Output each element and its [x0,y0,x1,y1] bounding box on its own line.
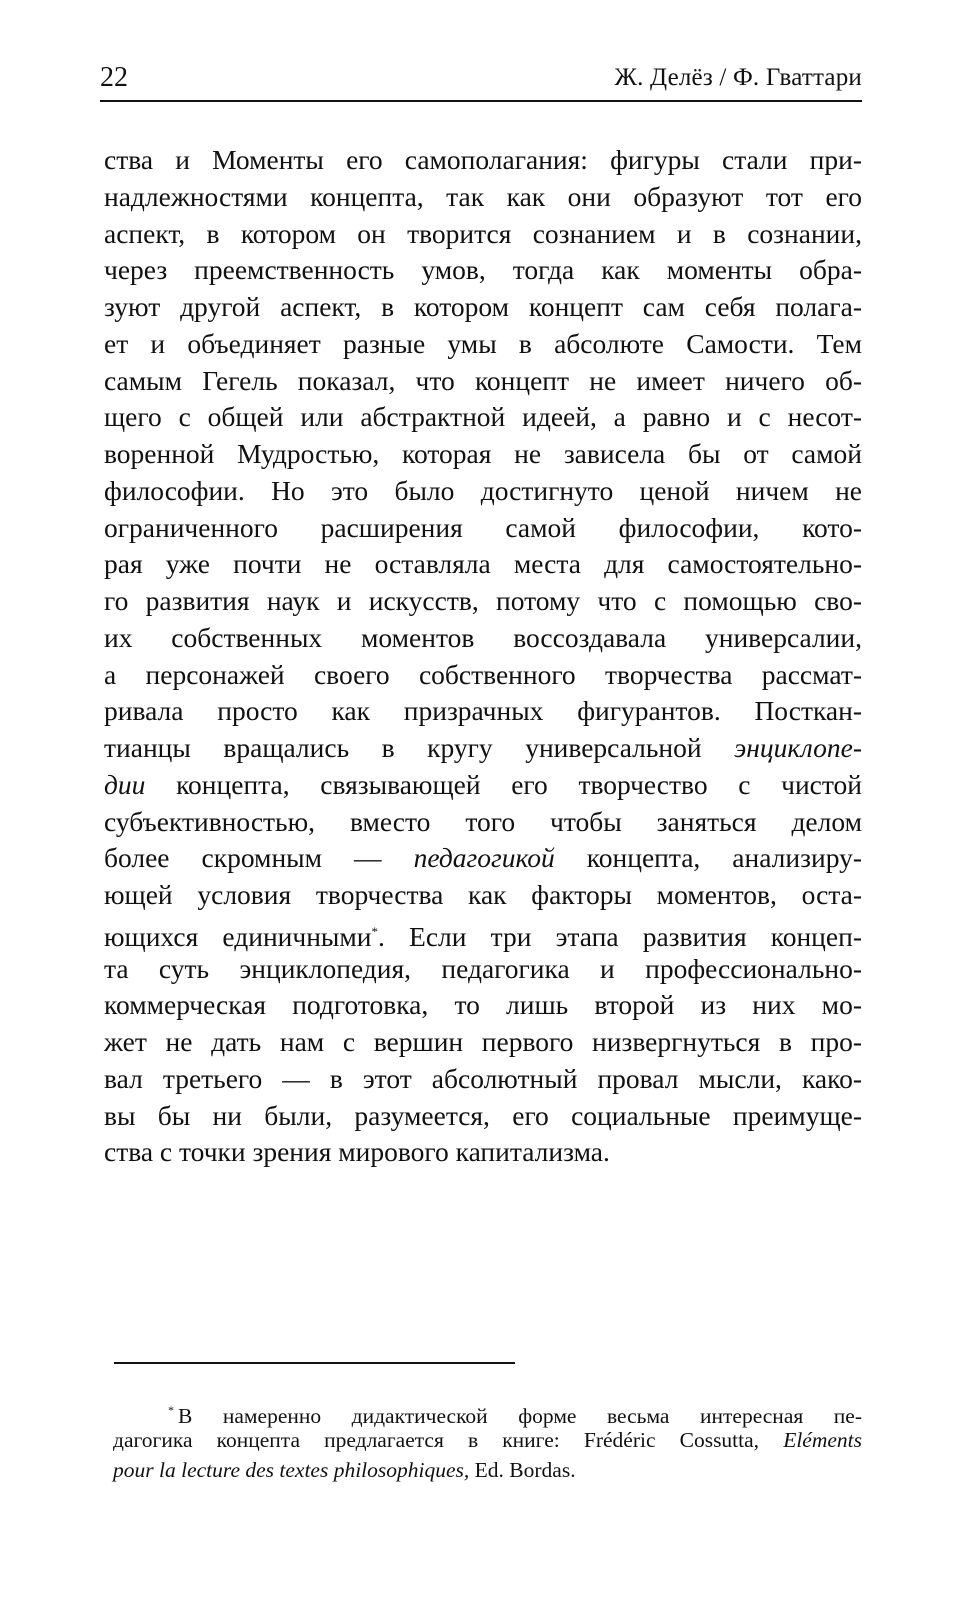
text-line: зуют другой аспект, в котором концепт сам себя полага- [104,291,862,322]
text-line: через преемственность умов, тогда как моменты обра- [104,254,862,286]
footnote-line [113,1425,862,1455]
page-number: 22 [100,62,128,93]
footnote-line [113,1455,862,1485]
text-line [104,767,862,804]
text-line-part: концепта, анализиру- [554,842,862,874]
text-line: философии. Но это было достигнуто ценой ничем не [104,474,862,506]
text-line [104,914,862,951]
running-title: Ж. Делёз / Ф. Гваттари [614,64,862,91]
text-line-part: более скромным — [104,842,414,874]
text-line: ет и объединяет разные умы в абсолюте Самости. Тем [104,327,862,359]
text-line: рая уже почти не оставляла места для самостоятельно- [104,548,862,580]
text-line: надлежностями концепта, так как они образуют тот его [104,180,862,212]
italic-term: энциклопе- [734,732,862,763]
footnote-text: Ed. Bordas. [469,1458,576,1482]
text-line: вал третьего — в этот абсолютный провал мысли, како- [104,1062,862,1094]
text-line: а персонажей своего собственного творчества рассмат- [104,658,862,690]
text-line [104,840,862,877]
text-line: аспект, в котором он творится сознанием и в сознании, [104,217,862,249]
text-line-part: ющихся единичными [104,920,372,952]
footnote-text: дагогика концепта предлагается в книге: Frédéric Cossutta, [113,1428,784,1452]
running-head [100,58,862,98]
text-line: воренной Мудростью, которая не зависела бы от самой [104,438,862,469]
footnote-reference[interactable]: * [371,923,379,939]
footnote-text: В намеренно дидактической форме весьма интересная пе- [178,1404,862,1428]
text-line: ства и Моменты его самополагания: фигуры стали при- [104,144,862,175]
footnote-marker: * [168,1403,174,1417]
body-text [104,142,862,1171]
text-line: самым Гегель показал, что концепт не имеет ничего об- [104,364,862,396]
text-line: ривала просто как призрачных фигурантов. Посткан- [104,695,862,727]
text-line: щего с общей или абстрактной идеей, а равно и с несот- [104,401,862,433]
text-line: коммерческая подготовка, то лишь второй из них мо- [104,989,862,1021]
text-line: го развития наук и искусств, потому что с помощью сво- [104,585,862,616]
text-line: та суть энциклопедия, педагогика и профессионально- [104,952,862,984]
text-line-part: тианцы вращались в кругу универсальной [104,732,735,763]
text-line [104,730,862,767]
footnote-line [113,1395,862,1428]
text-line: субъективностью, вместо того чтобы заняться делом [104,805,862,837]
text-line: вы бы ни были, разумеется, его социальные преимуще- [104,1099,862,1131]
book-title-italic: pour la lecture des textes philosophiques, [113,1458,470,1482]
text-line-part: концепта, связывающей его творчество с чистой [145,768,862,800]
text-line: ющей условия творчества как факторы моментов, оста- [104,879,862,910]
text-line: ограниченного расширения самой философии, кото- [104,511,862,543]
text-line: их собственных моментов воссоздавала универсалии, [104,621,862,653]
book-title-italic: Eléments [783,1428,862,1452]
text-line-part: . Если три этапа развития концеп- [378,920,862,952]
header-rule [100,100,862,102]
footnote [113,1395,862,1485]
text-line: ства с точки зрения мирового капитализма. [104,1136,610,1168]
italic-term: дии [104,768,146,800]
footnote-rule [114,1362,515,1364]
italic-term: педагогикой [413,842,555,874]
text-line: жет не дать нам с вершин первого низвергнуться в про- [104,1026,862,1057]
